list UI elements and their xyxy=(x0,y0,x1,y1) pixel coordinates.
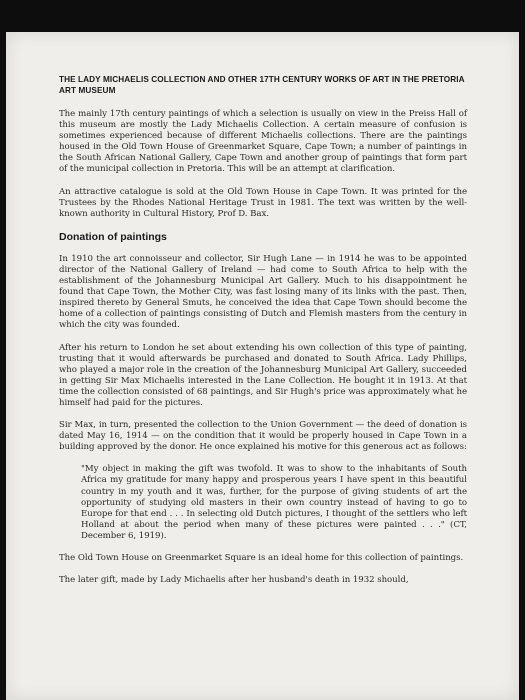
document-title: THE LADY MICHAELIS COLLECTION AND OTHER 17TH CENTURY WORKS OF ART IN THE PRETORIA ART MUSEUM xyxy=(59,75,465,95)
intro-paragraph-1: The mainly 17th century paintings of which a selection is usually on view in the Preiss Hall of this museum are mostly the Lady Michaelis Collection. A certain measure of confusion is sometimes experienced because of different Michaelis collections. There are the paintings housed in the Old Town House of Greenmarket Square, Cape Town; a number of paintings in the South African National Gallery, Cape Town and another group of paintings that form part of the municipal collection in Pretoria. This will be an attempt at clarification. xyxy=(59,109,467,175)
section-heading: Donation of paintings xyxy=(59,230,167,243)
document-page xyxy=(6,32,519,700)
intro-paragraph-2: An attractive catalogue is sold at the Old Town House in Cape Town. It was printed for the Trustees by the Rhodes National Heritage Trust in 1981. The text was written by the well-known authority in Cultural History, Prof D. Bax. xyxy=(59,186,467,219)
closing-paragraph-2: The later gift, made by Lady Michaelis after her husband's death in 1932 should, xyxy=(59,575,409,586)
section-paragraph-3: Sir Max, in turn, presented the collection to the Union Government — the deed of donation is dated May 16, 1914 — on the condition that it would be properly housed in Cape Town in a building approved by the donor. He once explained his motive for this generous act as follows: xyxy=(59,420,467,453)
closing-paragraph-1: The Old Town House on Greenmarket Square is an ideal home for this collection of paintings. xyxy=(59,553,464,563)
page-content xyxy=(59,74,467,597)
section-paragraph-1: In 1910 the art connoisseur and collector, Sir Hugh Lane — in 1914 he was to be appointed director of the National Gallery of Ireland — had come to South Africa to help with the establishment of the Johannesburg Municipal Art Gallery. Much to his disappointment he found that Cape Town, the Mother City, was fast losing many of its links with the past. Then, inspired thereto by General Smuts, he conceived the idea that Cape Town should become the home of a collection of paintings consisting of Dutch and Flemish masters from the century in which the city was founded. xyxy=(59,253,467,331)
section-paragraph-2: After his return to London he set about extending his own collection of this type of painting, trusting that it would afterwards be purchased and donated to South Africa. Lady Phillips, who played a major role in the creation of the Johannesburg Municipal Art Gallery, succeeded in getting Sir Max Michaelis interested in the Lane Collection. He bought it in 1913. At that time the collection consisted of 68 paintings, and Sir Hugh's price was approximately what he himself had paid for the pictures. xyxy=(59,342,467,408)
michaelis-quote: "My object in making the gift was twofold. It was to show to the inhabitants of South Africa my gratitude for many happy and prosperous years I have spent in this beautiful country in my youth and it was, further, for the purpose of giving students of art the opportunity of studying old masters in their own country instead of having to go to Europe for that end . . . In selecting old Dutch pictures, I thought of the settlers who left Holland at about the period when many of these pictures were painted . . ." (CT, December 6, 1919). xyxy=(81,464,467,541)
